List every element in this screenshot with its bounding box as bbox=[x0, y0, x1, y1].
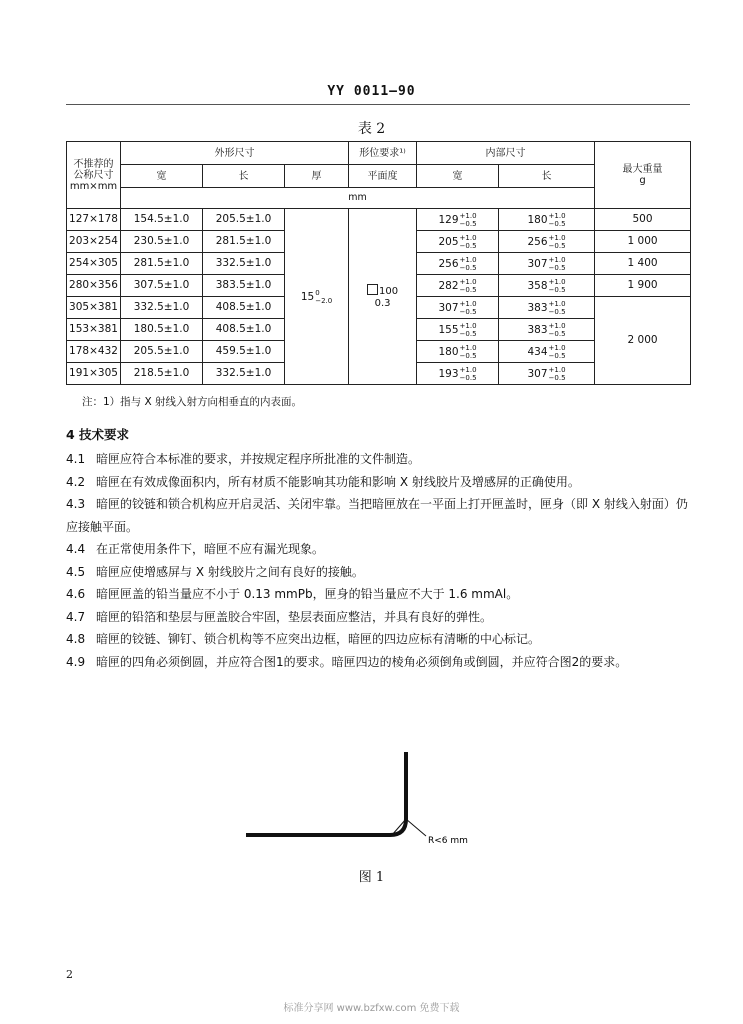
cell-size: 280×356 bbox=[67, 275, 121, 297]
table-caption: 表 2 bbox=[357, 121, 386, 137]
flatness-symbol-icon bbox=[367, 284, 378, 295]
cell-inner-width: 193 +1.0 −0.5 bbox=[417, 363, 499, 385]
cell-weight: 1 400 bbox=[595, 253, 691, 275]
header-length: 长 bbox=[203, 165, 285, 188]
clause-item: 4.8 暗匣的铰链、铆钉、锁合机构等不应突出边框，暗匣的四边应标有清晰的中心标记。 bbox=[66, 632, 541, 646]
cell-inner-width: 129 +1.0 −0.5 bbox=[417, 209, 499, 231]
page-number: 2 bbox=[66, 968, 73, 981]
cell-flatness: 100 0.3 bbox=[349, 209, 417, 385]
cell-inner-length: 383 +1.0 −0.5 bbox=[499, 297, 595, 319]
header-thickness: 厚 bbox=[285, 165, 349, 188]
clause-item: 4.2 暗匣在有效成像面积内，所有材质不能影响其功能和影响 X 射线胶片及增感屏的正确使用。 bbox=[66, 474, 580, 489]
cell-length: 281.5±1.0 bbox=[203, 231, 285, 253]
cell-width: 230.5±1.0 bbox=[121, 231, 203, 253]
cell-inner-width: 282 +1.0 −0.5 bbox=[417, 275, 499, 297]
cell-inner-width: 180 +1.0 −0.5 bbox=[417, 341, 499, 363]
cell-size: 127×178 bbox=[67, 209, 121, 231]
cell-size: 153×381 bbox=[67, 319, 121, 341]
header-outer-dims: 外形尺寸 bbox=[121, 142, 349, 165]
section-title: 4 技术要求 bbox=[66, 427, 130, 442]
clause-item: 4.5 暗匣应使增感屏与 X 射线胶片之间有良好的接触。 bbox=[66, 564, 364, 579]
header-rule bbox=[66, 104, 690, 105]
radius-leader-2 bbox=[406, 819, 426, 836]
cell-width: 307.5±1.0 bbox=[121, 275, 203, 297]
corner-outline bbox=[246, 752, 406, 835]
cell-weight: 1 900 bbox=[595, 275, 691, 297]
document-header-code: YY 0011—90 bbox=[327, 84, 416, 99]
header-form-req: 形位要求¹⁾ bbox=[349, 142, 417, 165]
cell-weight: 500 bbox=[595, 209, 691, 231]
header-max-weight: 最大重量 g bbox=[595, 142, 691, 209]
cell-inner-length: 358 +1.0 −0.5 bbox=[499, 275, 595, 297]
cell-width: 332.5±1.0 bbox=[121, 297, 203, 319]
cell-size: 254×305 bbox=[67, 253, 121, 275]
cell-weight: 2 000 bbox=[595, 297, 691, 385]
header-nominal-size: 不推荐的 公称尺寸 mm×mm bbox=[67, 142, 121, 209]
header-inner-dims: 内部尺寸 bbox=[417, 142, 595, 165]
cell-size: 178×432 bbox=[67, 341, 121, 363]
footer-watermark: 标准分享网 www.bzfxw.com 免费下载 bbox=[283, 1003, 460, 1014]
header-inner-length: 长 bbox=[499, 165, 595, 188]
cell-size: 203×254 bbox=[67, 231, 121, 253]
cell-length: 205.5±1.0 bbox=[203, 209, 285, 231]
cell-width: 281.5±1.0 bbox=[121, 253, 203, 275]
cell-inner-width: 307 +1.0 −0.5 bbox=[417, 297, 499, 319]
cell-length: 332.5±1.0 bbox=[203, 363, 285, 385]
cell-inner-width: 155 +1.0 −0.5 bbox=[417, 319, 499, 341]
clause-item: 4.3 暗匣的铰链和锁合机构应开启灵活、关闭牢靠。当把暗匣放在一平面上打开匣盖时，匣身（即 X 射线入射面）仍应接触平面。 bbox=[66, 497, 688, 534]
cell-length: 459.5±1.0 bbox=[203, 341, 285, 363]
clause-item: 4.7 暗匣的铅箔和垫层与匣盖胶合牢固，垫层表面应整洁，并具有良好的弹性。 bbox=[66, 609, 493, 624]
clause-item: 4.4 在正常使用条件下，暗匣不应有漏光现象。 bbox=[66, 542, 325, 556]
clause-item: 4.9 暗匣的四角必须倒圆，并应符合图1的要求。暗匣四边的棱角必须倒角或倒圆，并应符合图2的要求。 bbox=[66, 654, 628, 669]
header-unit: mm bbox=[121, 188, 595, 209]
figure-caption: 图 1 bbox=[358, 870, 385, 885]
cell-size: 191×305 bbox=[67, 363, 121, 385]
table-note: 注：1）指与 X 射线入射方向相垂直的内表面。 bbox=[82, 396, 303, 408]
cell-length: 408.5±1.0 bbox=[203, 297, 285, 319]
radius-label: R<6 mm bbox=[428, 836, 468, 846]
cell-thickness: 15 0 −2.0 bbox=[285, 209, 349, 385]
cell-length: 383.5±1.0 bbox=[203, 275, 285, 297]
cell-width: 205.5±1.0 bbox=[121, 341, 203, 363]
header-width: 宽 bbox=[121, 165, 203, 188]
cell-inner-length: 434 +1.0 −0.5 bbox=[499, 341, 595, 363]
header-flatness: 平面度 bbox=[349, 165, 417, 188]
cell-width: 154.5±1.0 bbox=[121, 209, 203, 231]
cell-weight: 1 000 bbox=[595, 231, 691, 253]
cell-size: 305×381 bbox=[67, 297, 121, 319]
figure-1-corner-radius bbox=[230, 740, 490, 860]
clause-list bbox=[66, 448, 692, 673]
clause-item: 4.1 暗匣应符合本标准的要求，并按规定程序所批准的文件制造。 bbox=[66, 452, 421, 466]
spec-table bbox=[66, 141, 691, 385]
cell-width: 218.5±1.0 bbox=[121, 363, 203, 385]
table-row bbox=[67, 209, 691, 231]
cell-inner-length: 180 +1.0 −0.5 bbox=[499, 209, 595, 231]
cell-inner-length: 383 +1.0 −0.5 bbox=[499, 319, 595, 341]
cell-inner-length: 256 +1.0 −0.5 bbox=[499, 231, 595, 253]
cell-inner-length: 307 +1.0 −0.5 bbox=[499, 253, 595, 275]
cell-length: 408.5±1.0 bbox=[203, 319, 285, 341]
cell-inner-width: 256 +1.0 −0.5 bbox=[417, 253, 499, 275]
cell-length: 332.5±1.0 bbox=[203, 253, 285, 275]
cell-inner-length: 307 +1.0 −0.5 bbox=[499, 363, 595, 385]
clause-item: 4.6 暗匣匣盖的铅当量应不小于 0.13 mmPb，匣身的铅当量应不大于 1.6 mmAl。 bbox=[66, 587, 519, 601]
cell-inner-width: 205 +1.0 −0.5 bbox=[417, 231, 499, 253]
cell-width: 180.5±1.0 bbox=[121, 319, 203, 341]
header-inner-width: 宽 bbox=[417, 165, 499, 188]
